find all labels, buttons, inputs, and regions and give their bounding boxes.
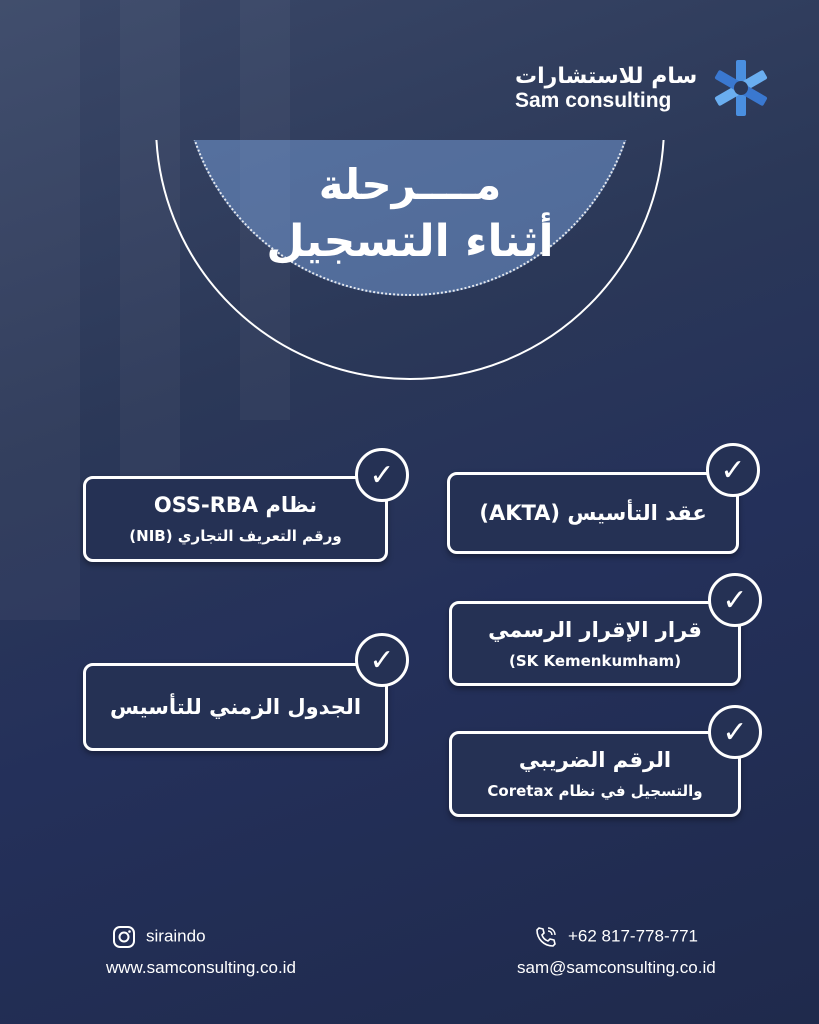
instagram-handle[interactable] <box>112 925 206 949</box>
phone-text: +62 817-778-771 <box>568 926 698 946</box>
card-sub: (SK Kemenkumham) <box>508 651 682 670</box>
card-timeline <box>83 663 388 751</box>
check-icon: ✓ <box>355 633 409 687</box>
check-icon: ✓ <box>708 573 762 627</box>
card-sk-kemenkumham <box>449 601 741 686</box>
check-icon: ✓ <box>706 443 760 497</box>
check-icon: ✓ <box>355 448 409 502</box>
asterisk-logo-icon <box>711 58 771 118</box>
card-sub: والتسجيل في نظام Coretax <box>487 782 703 800</box>
instagram-text: siraindo <box>146 926 206 946</box>
card-oss-rba <box>83 476 388 562</box>
card-main: نظام OSS-RBA <box>153 493 318 517</box>
card-main: قرار الإقرار الرسمي <box>488 617 702 642</box>
website-link[interactable]: www.samconsulting.co.id <box>106 958 296 977</box>
card-main: الجدول الزمني للتأسيس <box>109 695 362 719</box>
title-line2: أثناء التسجيل <box>266 216 554 267</box>
instagram-icon <box>112 925 136 949</box>
card-sub: ورقم التعريف التجاري (NIB) <box>129 527 342 545</box>
email-link[interactable]: sam@samconsulting.co.id <box>517 958 716 977</box>
card-main: عقد التأسيس (AKTA) <box>479 501 707 525</box>
brand-logo <box>515 58 771 118</box>
brand-name-ar: سام للاستشارات <box>515 63 698 89</box>
bg-decoration <box>0 0 80 620</box>
title-line1: مــــرحلة <box>318 160 502 209</box>
check-icon: ✓ <box>708 705 762 759</box>
phone-icon <box>534 925 558 949</box>
card-tax-number <box>449 731 741 817</box>
card-main: الرقم الضريبي <box>518 748 672 772</box>
phone-number[interactable] <box>534 925 698 949</box>
card-akta <box>447 472 739 554</box>
brand-name-en: Sam consulting <box>515 88 672 112</box>
